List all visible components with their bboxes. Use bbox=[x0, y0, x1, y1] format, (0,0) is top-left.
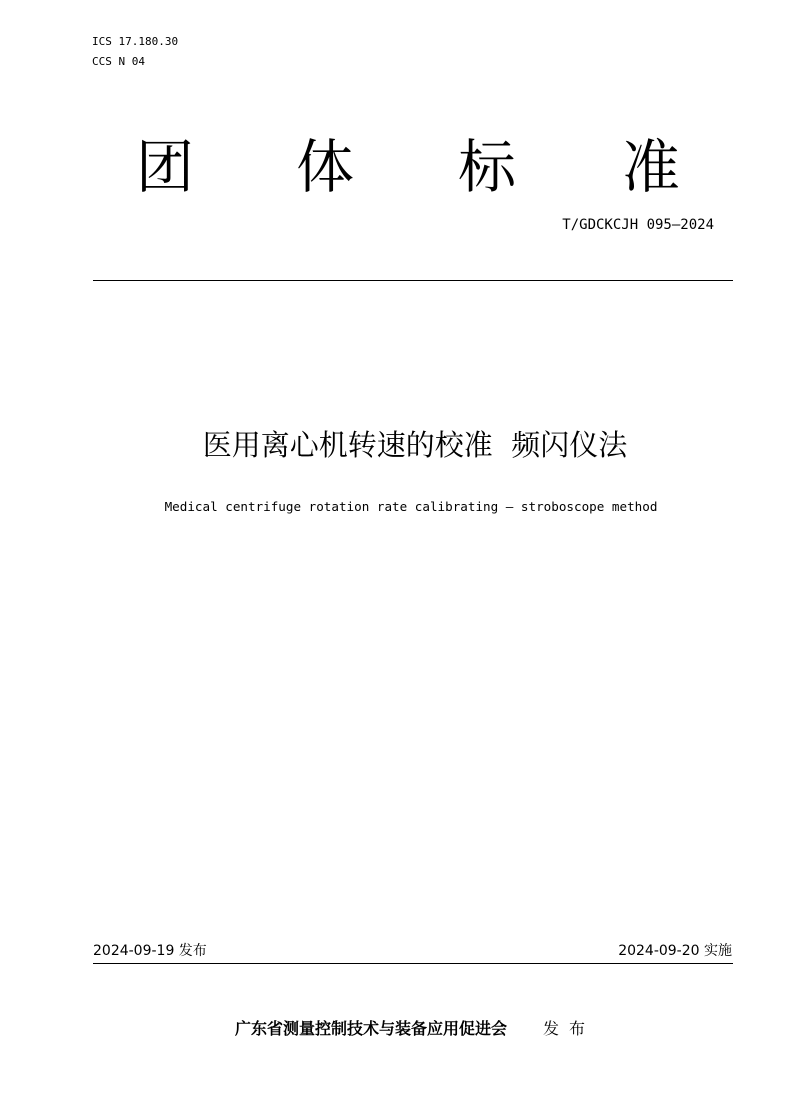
ics-code: ICS 17.180.30 bbox=[92, 35, 179, 48]
ccs-code: CCS N 04 bbox=[92, 55, 145, 68]
banner-char-4: 准 bbox=[622, 133, 681, 201]
publisher-line bbox=[0, 1018, 790, 1040]
title-english: Medical centrifuge rotation rate calibrating – stroboscope method bbox=[164, 499, 658, 514]
bottom-divider bbox=[93, 963, 733, 964]
banner-char-2: 体 bbox=[296, 133, 355, 201]
issue-date: 2024-09-19 发布 bbox=[93, 943, 207, 959]
banner-char-1: 团 bbox=[136, 133, 195, 201]
publisher-name: 广东省测量控制技术与装备应用促进会 bbox=[234, 1019, 507, 1038]
implementation-date: 2024-09-20 实施 bbox=[618, 943, 732, 959]
publisher-action: 发布 bbox=[543, 1019, 596, 1038]
title-chinese: 医用离心机转速的校准 频闪仪法 bbox=[202, 428, 628, 462]
banner-char-3: 标 bbox=[458, 133, 517, 201]
standard-number: T/GDCKCJH 095—2024 bbox=[562, 217, 714, 233]
top-divider bbox=[93, 280, 733, 281]
